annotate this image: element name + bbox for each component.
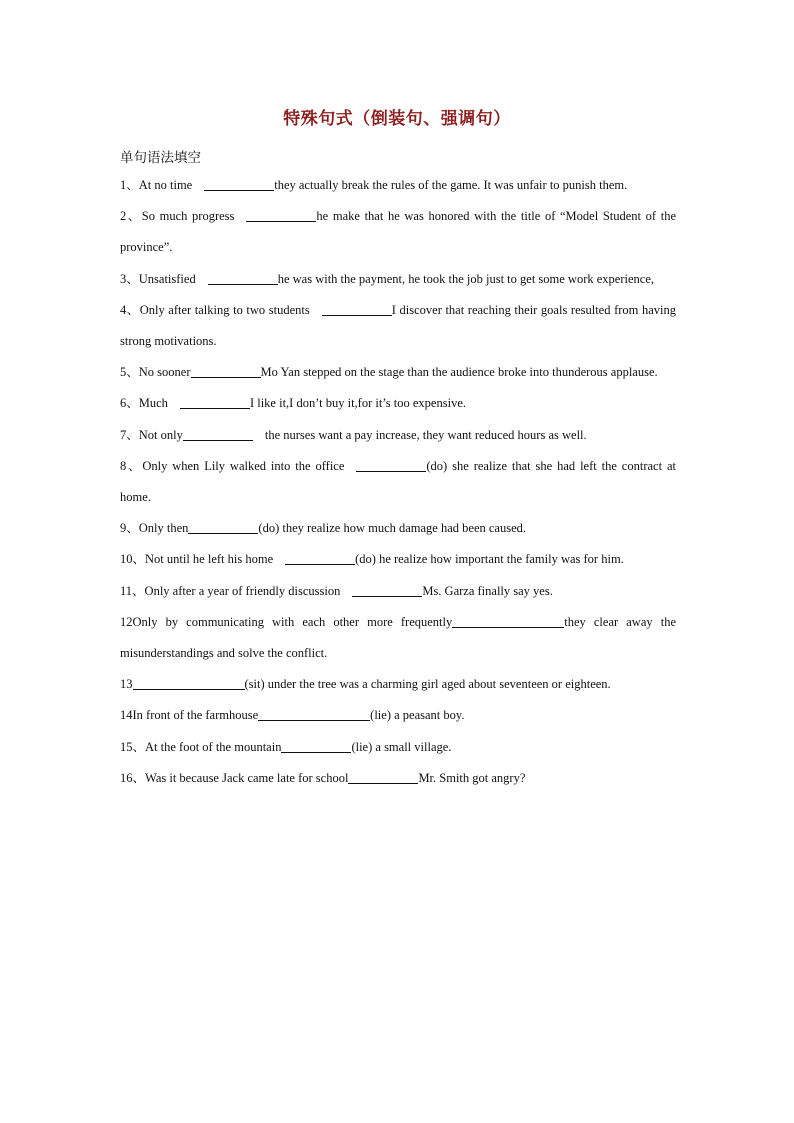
answer-blank[interactable] bbox=[352, 582, 422, 597]
question-3: 3、Unsatisfied he was with the payment, he took the job just to get some work experience, bbox=[120, 271, 654, 286]
question-1: 1、At no time they actually break the rules of the game. It was unfair to punish them. bbox=[120, 178, 628, 192]
answer-blank[interactable] bbox=[204, 176, 274, 191]
question-9: 9、Only then (do) they realize how much damage had been caused. bbox=[120, 521, 527, 536]
question-10: 10、Not until he left his home (do) he realize how important the family was for him. bbox=[120, 552, 624, 567]
question-8: 8、Only when Lily walked into the office (do) she realize that she had left the contract at home. bbox=[120, 458, 676, 505]
answer-blank[interactable] bbox=[348, 769, 418, 784]
answer-blank[interactable] bbox=[191, 363, 261, 378]
question-6: 6、Much I like it,I don’t buy it,for it’s too expensive. bbox=[120, 396, 466, 411]
page-title: 特殊句式（倒装句、强调句） bbox=[283, 109, 511, 129]
question-16: 16、Was it because Jack came late for school Mr. Smith got angry? bbox=[120, 770, 526, 785]
question-7: 7、Not only the nurses want a pay increase, they want reduced hours as well. bbox=[120, 427, 587, 442]
answer-blank[interactable] bbox=[452, 613, 564, 628]
question-list bbox=[120, 170, 676, 794]
answer-blank[interactable] bbox=[180, 394, 250, 409]
answer-blank[interactable] bbox=[322, 301, 392, 316]
answer-blank[interactable] bbox=[246, 207, 316, 222]
question-4: 4、Only after talking to two students I discover that reaching their goals resulted from having strong motivations. bbox=[120, 302, 676, 349]
question-2: 2、So much progress he make that he was honored with the title of “Model Student of the province”. bbox=[120, 209, 677, 255]
answer-blank[interactable] bbox=[183, 426, 253, 441]
question-14: 14In front of the farmhouse (lie) a peasant boy. bbox=[120, 708, 465, 723]
answer-blank[interactable] bbox=[285, 550, 355, 565]
answer-blank[interactable] bbox=[208, 270, 278, 285]
answer-blank[interactable] bbox=[258, 706, 370, 721]
question-11: 11、Only after a year of friendly discussion Ms. Garza finally say yes. bbox=[120, 583, 553, 598]
question-13: 13 (sit) under the tree was a charming girl aged about seventeen or eighteen. bbox=[120, 677, 611, 692]
answer-blank[interactable] bbox=[356, 457, 426, 472]
section-label: 单句语法填空 bbox=[120, 150, 201, 166]
answer-blank[interactable] bbox=[281, 738, 351, 753]
question-12: 12Only by communicating with each other more frequently they clear away the misunderstandings and solve the conflict. bbox=[120, 614, 676, 661]
question-15: 15、At the foot of the mountain (lie) a small village. bbox=[120, 739, 452, 754]
answer-blank[interactable] bbox=[188, 519, 258, 534]
question-5: 5、No sooner Mo Yan stepped on the stage than the audience broke into thunderous applause. bbox=[120, 365, 658, 380]
answer-blank[interactable] bbox=[133, 675, 245, 690]
